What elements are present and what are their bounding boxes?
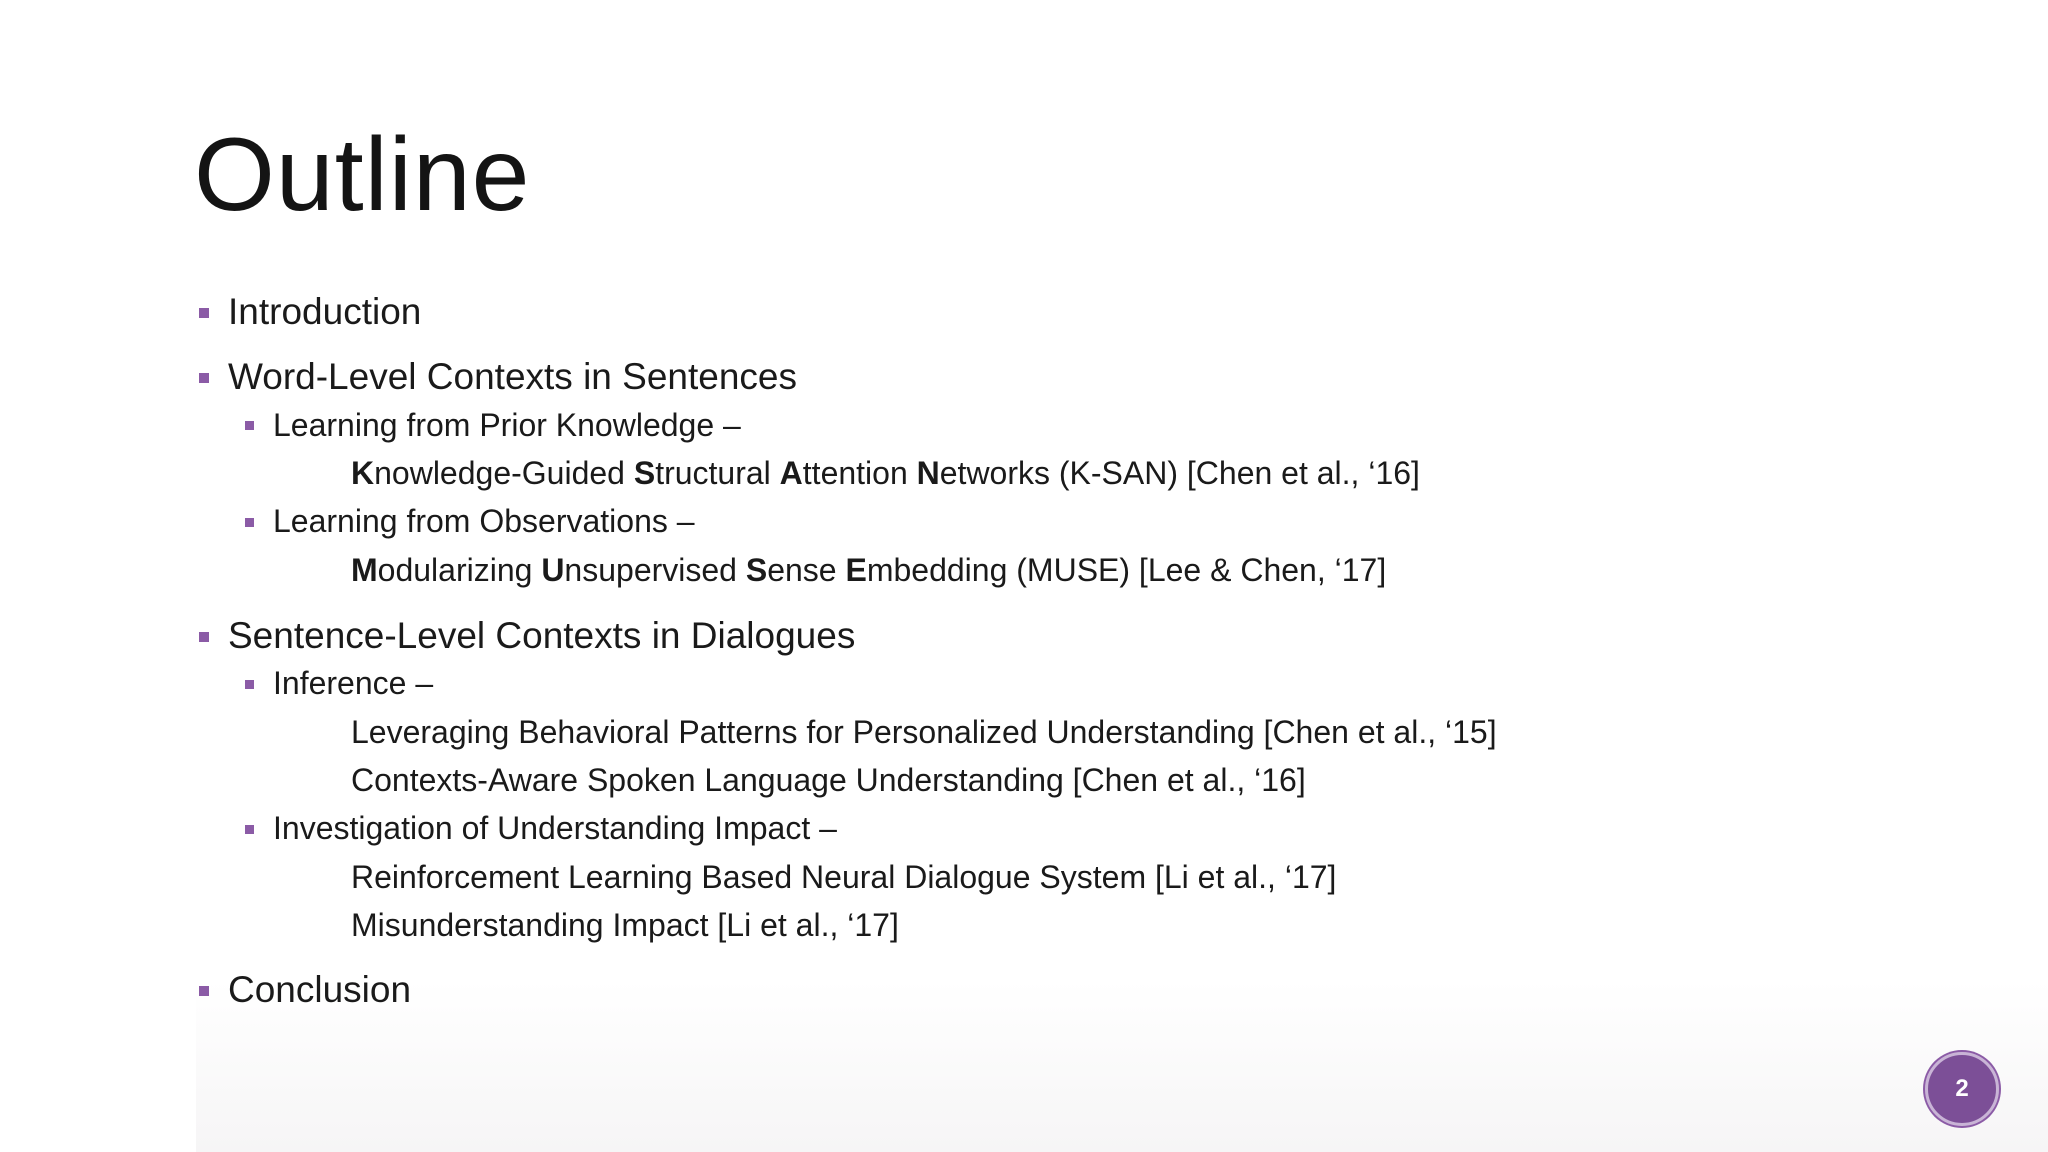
- outline-subitem-inference: Inference –: [273, 665, 434, 701]
- square-bullet-icon: [199, 632, 209, 642]
- text-segment: nsupervised: [564, 552, 746, 588]
- bold-initial: S: [745, 552, 768, 588]
- outline-detail-muse: [351, 552, 1386, 589]
- bold-initial: M: [351, 552, 378, 588]
- square-bullet-icon: [199, 986, 209, 996]
- bold-initial: K: [351, 455, 375, 491]
- text-segment: nowledge-Guided: [374, 455, 634, 491]
- outline-item-sentence-level: Sentence-Level Contexts in Dialogues: [228, 615, 856, 656]
- outline-item-word-level: Word-Level Contexts in Sentences: [228, 356, 798, 397]
- outline-detail-behavioral: Leveraging Behavioral Patterns for Personalized Understanding [Chen et al., ‘15]: [351, 714, 1497, 750]
- text-segment: tructural: [655, 455, 780, 491]
- slide-title: Outline: [194, 117, 531, 233]
- outline-subitem-investigation: Investigation of Understanding Impact –: [273, 810, 837, 846]
- outline-subitem-prior-knowledge: Learning from Prior Knowledge –: [273, 407, 741, 443]
- bold-initial: E: [845, 552, 867, 588]
- text-segment: etworks (K-SAN) [Chen et al., ‘16]: [939, 455, 1420, 491]
- text-segment: mbedding (MUSE) [Lee & Chen, ‘17]: [866, 552, 1387, 588]
- text-segment: ttention: [802, 455, 917, 491]
- square-bullet-icon: [245, 421, 254, 430]
- text-segment: ense: [767, 552, 846, 588]
- square-bullet-icon: [245, 825, 254, 834]
- square-bullet-icon: [199, 373, 209, 383]
- bold-initial: A: [779, 455, 803, 491]
- outline-item-conclusion: Conclusion: [228, 969, 412, 1010]
- outline-item-introduction: Introduction: [228, 291, 422, 332]
- text-segment: odularizing: [377, 552, 542, 588]
- outline-detail-contexts-aware: Contexts-Aware Spoken Language Understanding [Chen et al., ‘16]: [351, 762, 1306, 798]
- outline-detail-ksan: [351, 455, 1420, 492]
- square-bullet-icon: [245, 680, 254, 689]
- bold-initial: N: [916, 455, 940, 491]
- outline-detail-misunderstanding: Misunderstanding Impact [Li et al., ‘17]: [351, 907, 899, 943]
- outline-detail-rl-dialogue: Reinforcement Learning Based Neural Dialogue System [Li et al., ‘17]: [351, 859, 1337, 895]
- square-bullet-icon: [245, 518, 254, 527]
- bold-initial: U: [541, 552, 565, 588]
- square-bullet-icon: [199, 308, 209, 318]
- bold-initial: S: [633, 455, 656, 491]
- page-number-badge: 2: [1925, 1052, 1999, 1126]
- outline-subitem-observations: Learning from Observations –: [273, 503, 695, 539]
